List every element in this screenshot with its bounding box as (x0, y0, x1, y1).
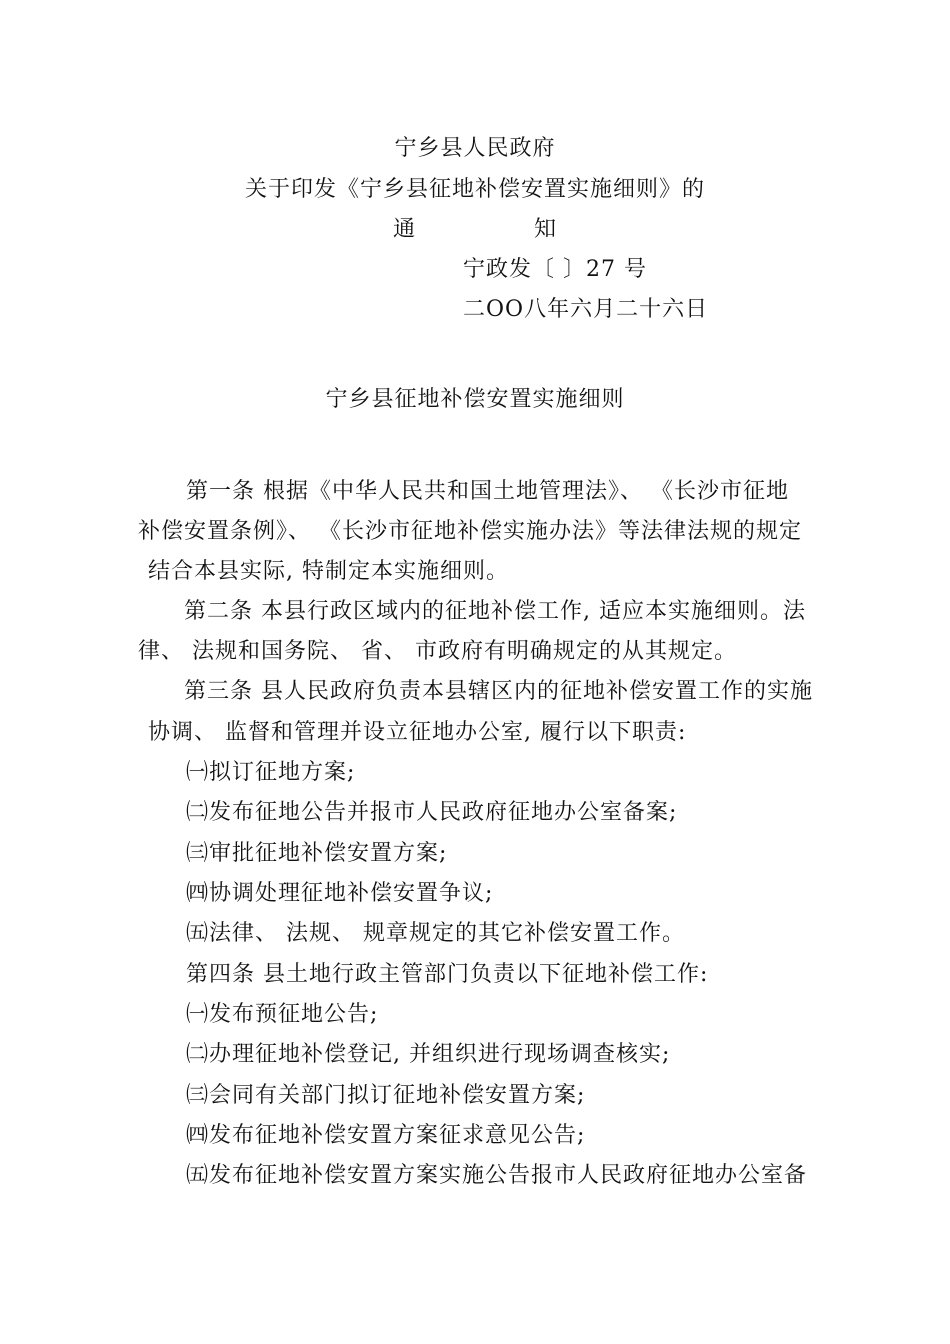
document-number: 宁政发〔 〕27 号 (463, 257, 647, 282)
list-item: ㈡办理征地补偿登记, 并组织进行现场调查核实; (186, 1042, 671, 1067)
body-line: 协调、 监督和管理并设立征地办公室, 履行以下职责: (148, 720, 687, 745)
notice-char-2: 知 (534, 217, 558, 242)
list-item: ㈠发布预征地公告; (186, 1002, 379, 1027)
body-line: 第一条 根据《中华人民共和国土地管理法》、 《长沙市征地 (186, 479, 789, 504)
body-line: 律、 法规和国务院、 省、 市政府有明确规定的从其规定。 (138, 639, 737, 664)
notice-char-1: 通 (392, 217, 416, 242)
list-item: ㈢审批征地补偿安置方案; (186, 841, 448, 866)
issue-date: 二OO八年六月二十六日 (463, 297, 709, 322)
list-item: ㈤法律、 法规、 规章规定的其它补偿安置工作。 (186, 921, 685, 946)
notice-heading (0, 215, 950, 245)
body-line: 结合本县实际, 特制定本实施细则。 (148, 559, 509, 584)
notice-title-line: 关于印发《宁乡县征地补偿安置实施细则》的 (244, 177, 705, 202)
body-line: 第二条 本县行政区域内的征地补偿工作, 适应本实施细则。法 (184, 599, 806, 624)
list-item: ㈠拟订征地方案; (186, 760, 356, 785)
list-item: ㈣发布征地补偿安置方案征求意见公告; (186, 1123, 586, 1148)
document-title: 宁乡县征地补偿安置实施细则 (325, 387, 625, 412)
list-item: ㈤发布征地补偿安置方案实施公告报市人民政府征地办公室备 (186, 1163, 808, 1188)
body-line: 第四条 县土地行政主管部门负责以下征地补偿工作: (186, 962, 709, 987)
body-line: 第三条 县人民政府负责本县辖区内的征地补偿安置工作的实施 (184, 679, 813, 704)
list-item: ㈡发布征地公告并报市人民政府征地办公室备案; (186, 800, 678, 825)
body-line: 补偿安置条例》、 《长沙市征地补偿实施办法》等法律法规的规定 (138, 519, 802, 544)
list-item: ㈣协调处理征地补偿安置争议; (186, 881, 494, 906)
list-item: ㈢会同有关部门拟订征地补偿安置方案; (186, 1083, 586, 1108)
issuer-heading: 宁乡县人民政府 (394, 136, 556, 161)
